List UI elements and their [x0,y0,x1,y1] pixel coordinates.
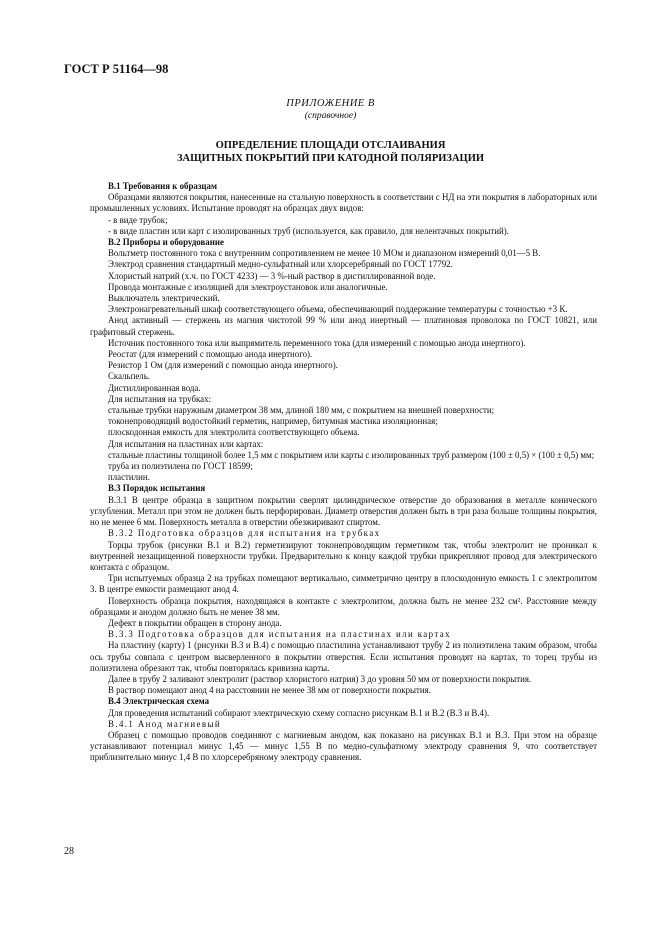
section-heading: В.1 Требования к образцам [108,181,218,191]
paragraph: Электронагревательный шкаф соответствующего объема, обеспечивающий поддержание температуры с точностью +3 К. [108,304,568,315]
paragraph: Для испытания на пластинах или картах: [108,438,264,449]
paragraph: Анод активный — стержень из магния чистотой 99 % или анод инертный — платиновая проволока по ГОСТ 10821, или графитовый стержень. [90,315,597,337]
paragraph: токонепроводящий водостойкий герметик, например, битумная мастика изоляционная; [108,416,438,427]
paragraph: Для проведения испытаний собирают электрическую схему согласно рисункам В.1 и В.2 (В.3 и В.4). [108,707,490,718]
paragraph: Образцами являются покрытия, нанесенные на стальную поверхность в соответствии с НД на эти покрытия в лабораторных или промышленных условиях. Испытание проводят на образцах двух видов: [90,192,597,214]
paragraph: стальные трубки наружным диаметром 38 мм, длиной 180 мм, с покрытием на внешней поверхности; [108,405,495,416]
document-body [90,181,597,764]
section-heading: В.3 Порядок испытания [108,483,206,494]
paragraph: Торцы трубок (рисунки В.1 и В.2) герметизируют токонепроводящим герметиком так, чтобы электролит не проникал к внутренней незащищенной поверхности трубки. Предварительно к концу каждой трубки прикрепляют провод для электрического контакта с образцом. [90,539,597,572]
appendix-label: ПРИЛОЖЕНИЕ В [286,98,375,109]
subsection-heading: В.3.3 Подготовка образцов для испытания на пластинах или картах [108,629,451,640]
subsection-heading: В.3.2 Подготовка образцов для испытания на трубках [108,528,381,539]
paragraph: Вольтметр постоянного тока с внутренним сопротивлением не менее 10 МОм и диапазоном измерений 0,01—5 В. [108,248,541,259]
document-code: ГОСТ Р 51164—98 [64,62,169,76]
paragraph: В.3.1 В центре образца в защитном покрытии сверлят цилиндрическое отверстие до образования в металле конического углубления. Металл при этом не должен быть перфорирован. Диаметр отверстия должен быть в три раза больше толщины покрытия, но не менее 6 мм. Поверхность металла в отверстии обезжиривают спиртом. [90,494,597,528]
paragraph: Хлористый натрий (х.ч. по ГОСТ 4233) — 3 %-ный раствор в дистиллированной воде. [108,270,436,281]
section-heading: В.2 Приборы и оборудование [108,237,224,248]
paragraph: Дефект в покрытии обращен в сторону анода. [108,617,282,628]
title-line-1: ОПРЕДЕЛЕНИЕ ПЛОЩАДИ ОТСЛАИВАНИЯ [215,140,446,151]
paragraph: - в виде пластин или карт с изолированных труб (используется, как правило, для нелентачных покрытий). [108,225,509,236]
paragraph: плоскодонная емкость для электролита соответствующего объема. [108,427,360,438]
paragraph: Далее в трубу 2 заливают электролит (раствор хлористого натрия) 3 до уровня 50 мм от поверхности покрытия. [108,673,532,684]
paragraph: Резистор 1 Ом (для измерений с помощью анода инертного). [108,360,338,371]
paragraph: Поверхность образца покрытия, находящаяся в контакте с электролитом, должна быть не менее 232 см². Расстояние между образцами и анодом должно быть не менее 38 мм. [90,595,597,617]
paragraph: Три испытуемых образца 2 на трубках помещают вертикально, симметрично центру в плоскодонную емкость 1 с электролитом 3. В центре емкости размещают анод 4. [90,573,597,595]
paragraph: Реостат (для измерений с помощью анода инертного). [108,349,313,360]
paragraph: На пластину (карту) 1 (рисунки В.3 и В.4) с помощью пластилина устанавливают трубу 2 из полиэтилена таким образом, чтобы ось трубы совпала с центром высверленного в покрытии отверстия. Если испытания проводят на картах, то торец трубы из полиэтилена обрезают так, чтобы повторялась кривизна карты. [90,640,597,673]
section-heading: В.4 Электрическая схема [108,696,210,707]
paragraph: - в виде трубок; [108,214,168,225]
paragraph: труба из полиэтилена по ГОСТ 18599; [108,461,253,472]
paragraph: Источник постоянного тока или выпрямитель переменного тока (для измерений с помощью анода инертного). [108,337,526,348]
paragraph: В раствор помещают анод 4 на расстоянии не менее 38 мм от поверхности покрытия. [108,685,431,696]
paragraph: пластилин. [108,472,150,483]
page-number: 28 [64,846,74,857]
title-line-2: ЗАЩИТНЫХ ПОКРЫТИЙ ПРИ КАТОДНОЙ ПОЛЯРИЗАЦИИ [176,152,485,164]
paragraph: стальные пластины толщиной более 1,5 мм с покрытием или карты с изолированных труб размером (100 ± 0,5) × (100 ± 0,5) мм; [108,449,595,460]
paragraph: Выключатель электрический. [108,293,220,304]
subsection-heading: В.4.1 Анод магниевый [108,718,222,729]
paragraph: Скальпель. [108,371,150,382]
paragraph: Образец с помощью проводов соединяют с магниевым анодом, как показано на рисунках В.1 и В.3. При этом на образце устанавливают потенциал минус 1,45 — минус 1,55 В по медно-сульфатному электроду сравнения 9, что соответствует приблизительно минус 1,4 В по хлорсеребряному электроду сравнения. [90,729,597,763]
appendix-note: (справочное) [304,111,357,121]
section-title [0,140,661,165]
paragraph: Провода монтажные с изоляцией для электроустановок или аналогичные. [108,281,388,292]
paragraph: Дистиллированная вода. [108,382,201,393]
paragraph: Для испытания на трубках: [108,393,211,404]
paragraph: Электрод сравнения стандартный медно-сульфатный или хлорсеребряный по ГОСТ 17792. [108,259,453,270]
